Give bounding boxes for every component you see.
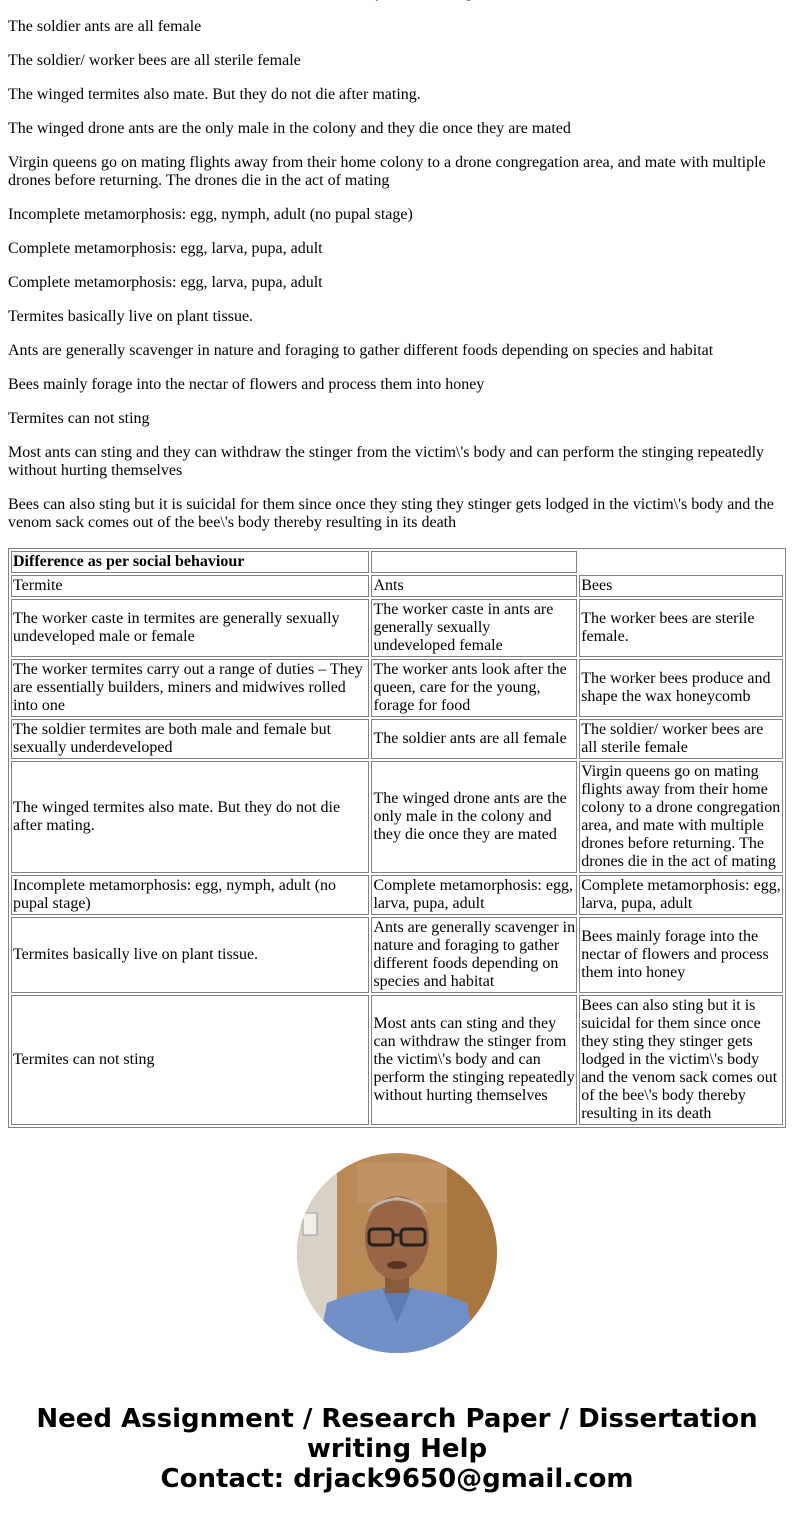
author-photo [297, 1153, 497, 1353]
portrait-image [297, 1153, 497, 1353]
table-cell: Incomplete metamorphosis: egg, nymph, adult (no pupal stage) [11, 875, 369, 915]
table-cell: The winged drone ants are the only male in the colony and they die once they are mated [371, 761, 577, 873]
paragraph: The winged termites also mate. But they do not die after mating. [8, 86, 421, 103]
paragraph: The winged drone ants are the only male in the colony and they die once they are mated [8, 120, 571, 137]
paragraph: Complete metamorphosis: egg, larva, pupa, adult [8, 274, 323, 291]
table-cell: The worker bees are sterile female. [579, 599, 783, 657]
document-body [8, 0, 786, 1128]
table-cell: Most ants can sting and they can withdraw the stinger from the victim\'s body and can perform the stinging repeatedly without hurting themselves [371, 995, 577, 1125]
column-header-ants: Ants [371, 575, 577, 597]
contact-email: Contact: drjack9650@gmail.com [160, 1464, 634, 1494]
table-cell: Termites basically live on plant tissue. [11, 917, 369, 993]
table-cell: The worker caste in termites are generally sexually undeveloped male or female [11, 599, 369, 657]
table-cell: The worker bees produce and shape the wax honeycomb [579, 659, 783, 717]
column-header-termite: Termite [11, 575, 369, 597]
paragraph: Incomplete metamorphosis: egg, nymph, adult (no pupal stage) [8, 206, 413, 223]
column-header-bees: Bees [579, 575, 783, 597]
table-cell: Ants are generally scavenger in nature and foraging to gather different foods depending on species and habitat [371, 917, 577, 993]
paragraph: Termites basically live on plant tissue. [8, 308, 254, 325]
paragraph: Termites can not sting [8, 410, 150, 427]
banner-line: Need Assignment / Research Paper / Dissertation [36, 1404, 758, 1434]
table-row [11, 875, 783, 915]
table-row [11, 995, 783, 1125]
table-cell: Complete metamorphosis: egg, larva, pupa, adult [579, 875, 783, 915]
table-cell: Virgin queens go on mating flights away from their home colony to a drone congregation area, and mate with multiple drones before returning. The drones die in the act of mating [579, 761, 783, 873]
table-cell: The worker termites carry out a range of duties – They are essentially builders, miners and midwives rolled into one [11, 659, 369, 717]
table-cell: Bees mainly forage into the nectar of flowers and process them into honey [579, 917, 783, 993]
table-cell: The soldier/ worker bees are all sterile female [579, 719, 783, 759]
paragraph: Virgin queens go on mating flights away from their home colony to a drone congregation area, and mate with multiple drones before returning. The drones die in the act of mating [8, 154, 766, 189]
comparison-table [8, 548, 786, 1128]
paragraph: Bees mainly forage into the nectar of flowers and process them into honey [8, 376, 485, 393]
table-cell: Bees can also sting but it is suicidal for them since once they sting they stinger gets lodged in the victim\'s body and the venom sack comes out of the bee\'s body thereby resulting in its death [579, 995, 783, 1125]
table-row [11, 659, 783, 717]
table-empty-cell [371, 551, 577, 573]
table-cell: The soldier termites are both male and female but sexually underdeveloped [11, 719, 369, 759]
table-cell: The winged termites also mate. But they do not die after mating. [11, 761, 369, 873]
paragraph: Most ants can sting and they can withdraw the stinger from the victim\'s body and can perform the stinging repeatedly without hurting themselves [8, 444, 765, 479]
table-row [11, 719, 783, 759]
table-cell: The worker ants look after the queen, care for the young, forage for food [371, 659, 577, 717]
table-empty-cell [579, 551, 783, 573]
paragraph: Bees can also sting but it is suicidal for them since once they sting they stinger gets lodged in the victim\'s body and the venom sack comes out of the bee\'s body thereby resulting in its death [8, 496, 774, 531]
table-row [11, 761, 783, 873]
table-header-row [11, 575, 783, 597]
table-cell: The worker caste in ants are generally sexually undeveloped female [371, 599, 577, 657]
paragraph: Ants are generally scavenger in nature and foraging to gather different foods depending on species and habitat [8, 342, 714, 359]
table-cell: The soldier ants are all female [371, 719, 577, 759]
banner-line: writing Help [306, 1434, 488, 1464]
table-cell: Complete metamorphosis: egg, larva, pupa, adult [371, 875, 577, 915]
paragraph: Complete metamorphosis: egg, larva, pupa, adult [8, 240, 323, 257]
paragraph: The soldier ants are all female [8, 18, 202, 35]
paragraph: The soldier/ worker bees are all sterile female [8, 52, 301, 69]
table-caption-row [11, 551, 783, 573]
table-row [11, 599, 783, 657]
paragraph [8, 0, 786, 2]
table-cell: Termites can not sting [11, 995, 369, 1125]
contact-banner [0, 1404, 794, 1494]
table-row [11, 917, 783, 993]
table-caption: Difference as per social behaviour [11, 551, 369, 573]
